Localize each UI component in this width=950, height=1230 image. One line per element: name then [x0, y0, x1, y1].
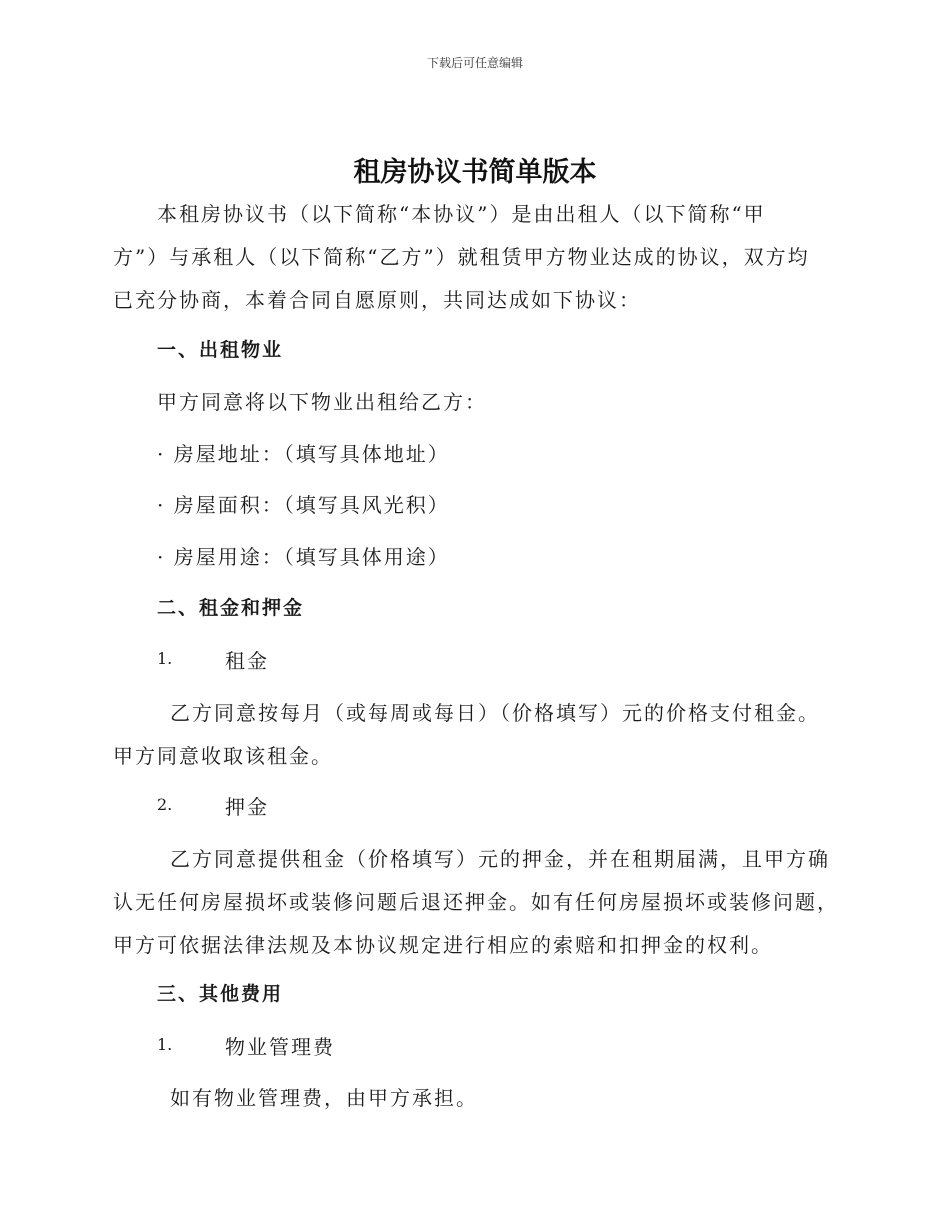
intro-line-3: 已充分协商，本着合同自愿原则，共同达成如下协议： [113, 288, 641, 312]
list-item: · 房屋地址：（填写具体地址） [157, 442, 450, 466]
section-1-lead: 甲方同意将以下物业出租给乙方： [157, 390, 487, 414]
section-1-heading: 一、出租物业 [157, 339, 284, 361]
document-title: 租房协议书简单版本 [353, 157, 597, 188]
deposit-line-3: 甲方可依据法律法规及本协议规定进行相应的索赔和扣押金的权利。 [113, 933, 773, 957]
intro-line-1: 本租房协议书（以下简称“本协议”）是由出租人（以下简称“甲 [157, 202, 766, 226]
rent-line-1: 乙方同意按每月（或每周或每日）（价格填写）元的价格支付租金。 [170, 701, 820, 725]
section-2-heading: 二、租金和押金 [157, 597, 305, 619]
sub-item-label: 租金 [225, 649, 269, 673]
sub-item-label: 物业管理费 [225, 1035, 335, 1059]
list-item: · 房屋面积：（填写具风光积） [157, 493, 450, 517]
fee-line-1: 如有物业管理费，由甲方承担。 [170, 1086, 478, 1110]
rent-line-2: 甲方同意收取该租金。 [113, 744, 333, 768]
header-note: 下载后可任意编辑 [426, 56, 523, 70]
sub-item-label: 押金 [225, 795, 269, 819]
list-item: · 房屋用途：（填写具体用途） [157, 545, 450, 569]
section-3-heading: 三、其他费用 [157, 983, 284, 1005]
deposit-line-1: 乙方同意提供租金（价格填写）元的押金，并在租期届满，且甲方确 [170, 847, 830, 871]
sub-item-number: 1. [157, 1035, 173, 1054]
intro-line-2: 方”）与承租人（以下简称“乙方”）就租赁甲方物业达成的协议，双方均 [113, 245, 810, 269]
sub-item-number: 2. [157, 795, 173, 814]
deposit-line-2: 认无任何房屋损坏或装修问题后退还押金。如有任何房屋损坏或装修问题， [113, 890, 839, 914]
sub-item-number: 1. [157, 649, 173, 668]
